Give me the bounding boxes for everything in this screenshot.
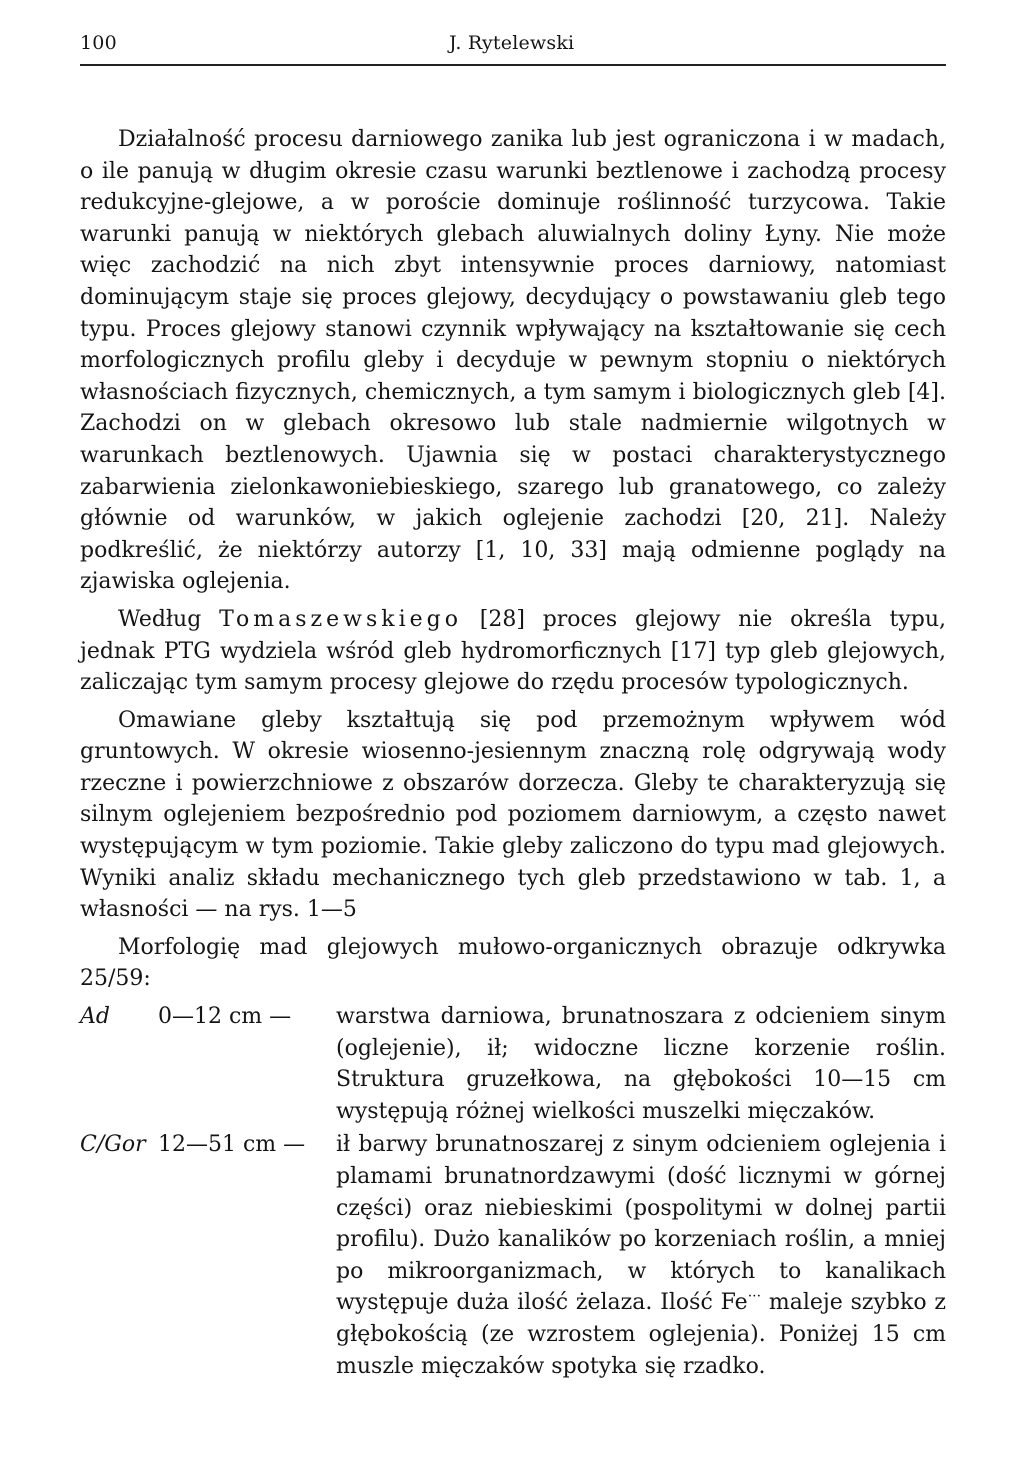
header-rule bbox=[80, 64, 946, 66]
horizon-depth: 12—51 cm — bbox=[158, 1132, 306, 1158]
horizon-symbol: C/Gor bbox=[80, 1132, 146, 1158]
paragraph-2 bbox=[80, 604, 946, 699]
paragraph-2-rest: [28] proces glejowy nie określa typu, jednak PTG wydziela wśród gleb hydromorficznych [17] typ gleb glejowych, zaliczając tym samym procesy glejowe do rzędu procesów typologicznych. bbox=[80, 606, 946, 696]
article-body bbox=[80, 124, 946, 1382]
horizon-description-end: maleje szybko z głębokością (ze wzrostem oglejenia). Poniżej 15 cm muszle mięczaków spotyka się rzadko. bbox=[336, 1290, 947, 1379]
paragraph-2-lead: Według bbox=[118, 606, 202, 632]
horizon-row bbox=[80, 1129, 946, 1382]
page-number: 100 bbox=[80, 32, 117, 54]
cited-author-name: Tomaszewskiego bbox=[219, 606, 463, 632]
iron-ion-superscript: ··· bbox=[747, 1289, 762, 1306]
paragraph-3: Omawiane gleby kształtują się pod przemożnym wpływem wód gruntowych. W okresie wiosenno-jesiennym znaczną rolę odgrywają wody rzeczne i powierzchniowe z obszarów dorzecza. Gleby te charakteryzują się silnym oglejeniem bezpośrednio pod poziomem darniowym, a często nawet występującym w tym poziomie. Takie gleby zaliczono do typu mad glejowych. Wyniki analiz składu mechanicznego tych gleb przedstawiono w tab. 1, a własności — na rys. 1—5 bbox=[80, 707, 946, 923]
horizon-description bbox=[336, 1129, 946, 1382]
document-page bbox=[80, 28, 946, 1384]
horizon-row bbox=[80, 1001, 946, 1127]
horizon-description: warstwa darniowa, brunatnoszara z odcieniem sinym (oglejenie), ił; widoczne liczne korzenie roślin. Struktura gruzełkowa, na głębokości 10—15 cm występują różnej wielkości muszelki mięczaków. bbox=[336, 1004, 946, 1124]
horizon-symbol: Ad bbox=[80, 1004, 110, 1030]
paragraph-4: Morfologię mad glejowych mułowo-organicznych obrazuje odkrywka 25/59: bbox=[80, 934, 946, 992]
paragraph-1: Działalność procesu darniowego zanika lub jest ograniczona i w madach, o ile panują w długim okresie czasu warunki beztlenowe i zachodzą procesy redukcyjne-glejowe, a w poroście dominuje roślinność turzycowa. Takie warunki panują w niektórych glebach aluwialnych doliny Łyny. Nie może więc zachodzić na nich zbyt intensywnie proces darniowy, natomiast dominującym staje się proces glejowy, decydujący o powstawaniu gleb tego typu. Proces glejowy stanowi czynnik wpływający na kształtowanie się cech morfologicznych profilu gleby i decyduje w pewnym stopniu o niektórych własnościach fizycznych, chemicznych, a tym samym i biologicznych gleb [4]. Zachodzi on w glebach okresowo lub stale nadmiernie wilgotnych w warunkach beztlenowych. Ujawnia się w postaci charakterystycznego zabarwienia zielonkawoniebieskiego, szarego lub granatowego, co zależy głównie od warunków, w jakich oglejenie zachodzi [20, 21]. Należy podkreślić, że niektórzy autorzy [1, 10, 33] mają odmienne poglądy na zjawiska oglejenia. bbox=[80, 127, 946, 595]
horizon-description-start: ił barwy brunatnoszarej z sinym odcieniem oglejenia i plamami brunatnordzawymi (dość licznymi w górnej części) oraz niebieskimi (pospolitymi w dolnej partii profilu). Dużo kanalików po korzeniach roślin, a mniej po mikroorganizmach, w których to kanalikach występuje duża ilość żelaza. Ilość Fe bbox=[336, 1132, 946, 1316]
running-head-author: J. Rytelewski bbox=[449, 32, 575, 54]
soil-profile-description bbox=[80, 1001, 946, 1382]
horizon-depth: 0—12 cm — bbox=[158, 1004, 292, 1030]
running-head bbox=[80, 28, 946, 62]
